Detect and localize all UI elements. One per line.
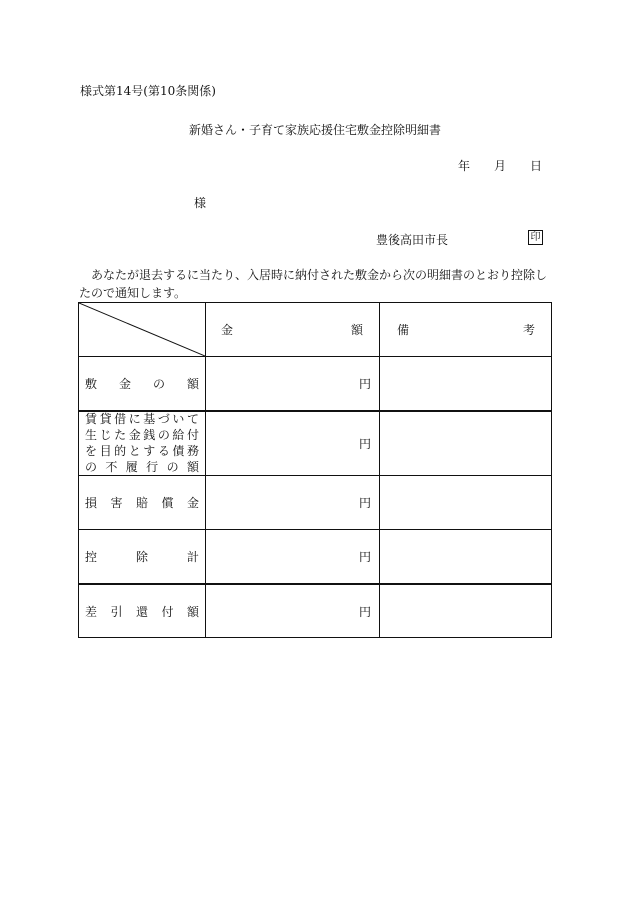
- document-title: 新婚さん・子育て家族応援住宅敷金控除明細書: [188, 123, 441, 137]
- column-header-amount: 金 額: [221, 323, 363, 337]
- header-diagonal-line: [79, 303, 205, 356]
- deduction-table: [78, 302, 552, 638]
- amount-cell-unpaid-obligation: 円: [358, 436, 371, 451]
- date-month-label: 月: [494, 159, 507, 173]
- row-label-refund-amount: 差 引 還 付 額: [85, 604, 199, 619]
- row-label-deposit-amount: 敷 金 の 額: [85, 376, 199, 391]
- issuer-name: 豊後高田市長: [376, 233, 449, 247]
- notice-body-text: あなたが退去するに当たり、入居時に納付された敷金から次の明細書のとおり控除したので通知します。: [79, 268, 548, 300]
- seal-mark: 印: [528, 230, 543, 245]
- column-header-remarks: 備 考: [397, 323, 535, 337]
- amount-cell-deposit: 円: [358, 376, 371, 391]
- row-label-deduction-total: 控 除 計: [85, 549, 199, 564]
- date-year-label: 年: [458, 159, 471, 173]
- amount-cell-deduction-total: 円: [358, 549, 371, 564]
- row-label-damages: 損 害 賠 償 金: [85, 495, 199, 510]
- form-number: 様式第14号(第10条関係): [80, 84, 216, 98]
- date-day-label: 日: [530, 159, 543, 173]
- row-label-unpaid-obligation: 賃 貸 借 に 基 づ い て 生 じ た 金 銭 の 給 付 を 目 的 と す る 債 務 の 不 履 行 の 額: [85, 412, 199, 474]
- amount-cell-damages: 円: [358, 495, 371, 510]
- amount-cell-refund: 円: [358, 604, 371, 619]
- recipient-honorific: 様: [194, 196, 207, 210]
